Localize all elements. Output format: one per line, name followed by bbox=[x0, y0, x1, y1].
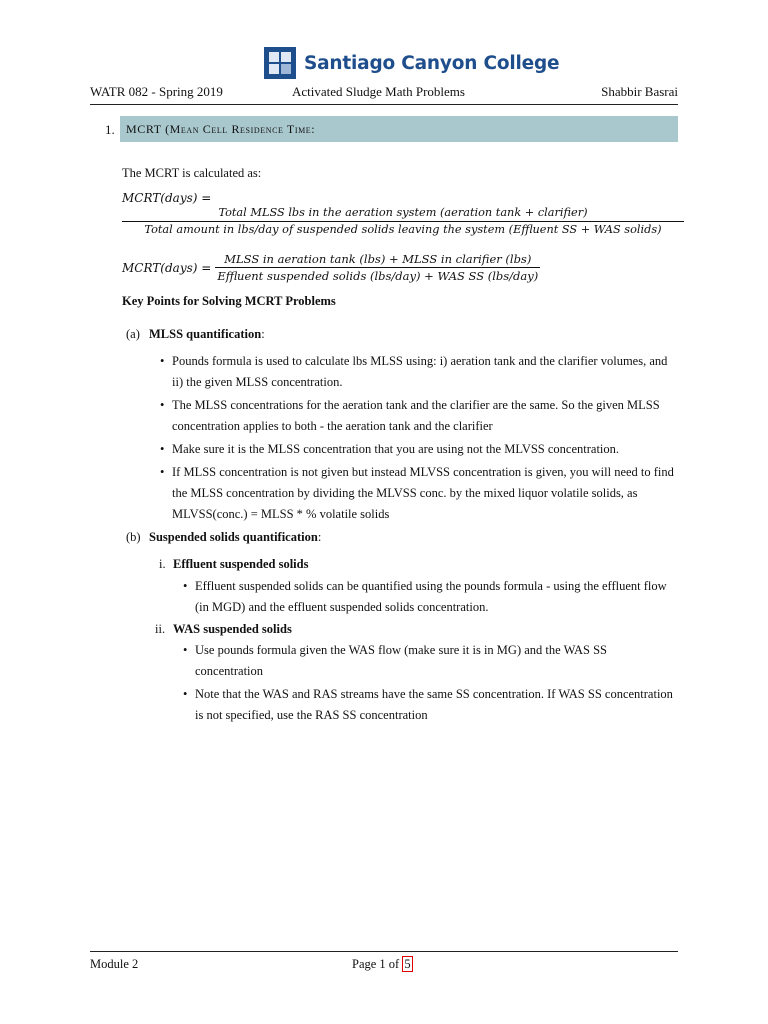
sub-ii-heading: WAS suspended solids bbox=[173, 622, 292, 636]
part-b-heading: Suspended solids quantification bbox=[149, 530, 318, 544]
formula1-numerator: Total MLSS lbs in the aeration system (aeration tank + clarifier) bbox=[218, 206, 588, 219]
list-item: • Note that the WAS and RAS streams have the same SS concentration. If WAS SS concentration is not specified, use the RAS SS concentration bbox=[183, 684, 678, 726]
formula2 bbox=[122, 252, 540, 283]
sub-i-heading: Effluent suspended solids bbox=[173, 557, 309, 571]
formula2-denominator: Effluent suspended solids (lbs/day) + WAS SS (lbs/day) bbox=[217, 269, 539, 283]
part-a-label: (a) bbox=[126, 327, 140, 341]
list-item: • Make sure it is the MLSS concentration that you are using not the MLVSS concentration. bbox=[160, 439, 678, 460]
formula1-lhs: MCRT(days) = bbox=[122, 191, 212, 205]
section-title: MCRT (Mean Cell Residence Time: bbox=[126, 122, 316, 136]
sub-i-bullet-list bbox=[183, 576, 678, 618]
header-course: WATR 082 - Spring 2019 bbox=[90, 84, 223, 99]
header-rule bbox=[90, 104, 678, 105]
footer-module: Module 2 bbox=[90, 957, 139, 971]
list-item: • Effluent suspended solids can be quantified using the pounds formula - using the effluent flow (in MGD) and the effluent suspended solids concentration. bbox=[183, 576, 678, 618]
sub-ii-bullet-list bbox=[183, 640, 678, 726]
formula2-numerator: MLSS in aeration tank (lbs) + MLSS in clarifier (lbs) bbox=[224, 252, 532, 266]
part-a-colon: : bbox=[261, 327, 265, 341]
section-number: 1. bbox=[105, 122, 115, 137]
footer-page-number bbox=[352, 957, 413, 972]
header-author: Shabbir Basrai bbox=[601, 84, 678, 99]
formula1-fraction-bar bbox=[122, 221, 684, 222]
formula2-lhs: MCRT(days) = bbox=[122, 260, 212, 275]
part-b-colon: : bbox=[317, 530, 322, 544]
formula2-fraction-bar bbox=[215, 267, 540, 268]
formula2-fraction bbox=[215, 252, 540, 283]
footer-page-prefix: Page 1 of bbox=[352, 957, 400, 971]
part-a-heading: MLSS quantification bbox=[149, 327, 262, 341]
total-pages-link[interactable]: 5 bbox=[404, 957, 411, 971]
part-a-heading-line bbox=[149, 324, 265, 345]
intro-text: The MCRT is calculated as: bbox=[122, 166, 262, 180]
list-item: • Pounds formula is used to calculate lbs MLSS using: i) aeration tank and the clarifier volumes, and ii) the given MLSS concentration. bbox=[160, 351, 678, 393]
sub-ii-label: ii. bbox=[155, 622, 166, 636]
college-logo-icon bbox=[264, 47, 296, 79]
list-item: • If MLSS concentration is not given but instead MLVSS concentration is given, you will need to find the MLSS concentration by dividing the MLVSS conc. by the mixed liquor volatile solids, as MLVSS(conc.) = MLSS * % volatile solids bbox=[160, 462, 678, 525]
part-a-bullet-list bbox=[160, 351, 678, 525]
header-title: Activated Sludge Math Problems bbox=[292, 84, 465, 99]
formula1-denominator: Total amount in lbs/day of suspended solids leaving the system (Effluent SS + WAS solids) bbox=[144, 223, 662, 236]
part-b-label: (b) bbox=[126, 530, 141, 544]
list-item: • The MLSS concentrations for the aeration tank and the clarifier are the same. So the given MLSS concentration applies to both - the aeration tank and the clarifier bbox=[160, 395, 678, 437]
footer-rule bbox=[90, 951, 678, 952]
college-name: Santiago Canyon College bbox=[304, 52, 560, 74]
list-item: • Use pounds formula given the WAS flow (make sure it is in MG) and the WAS SS concentration bbox=[183, 640, 678, 682]
key-points-heading: Key Points for Solving MCRT Problems bbox=[122, 294, 336, 308]
part-b-heading-line bbox=[149, 527, 321, 548]
formula1-fraction bbox=[122, 206, 684, 236]
sub-i-label: i. bbox=[159, 557, 166, 571]
college-logo bbox=[264, 46, 559, 80]
